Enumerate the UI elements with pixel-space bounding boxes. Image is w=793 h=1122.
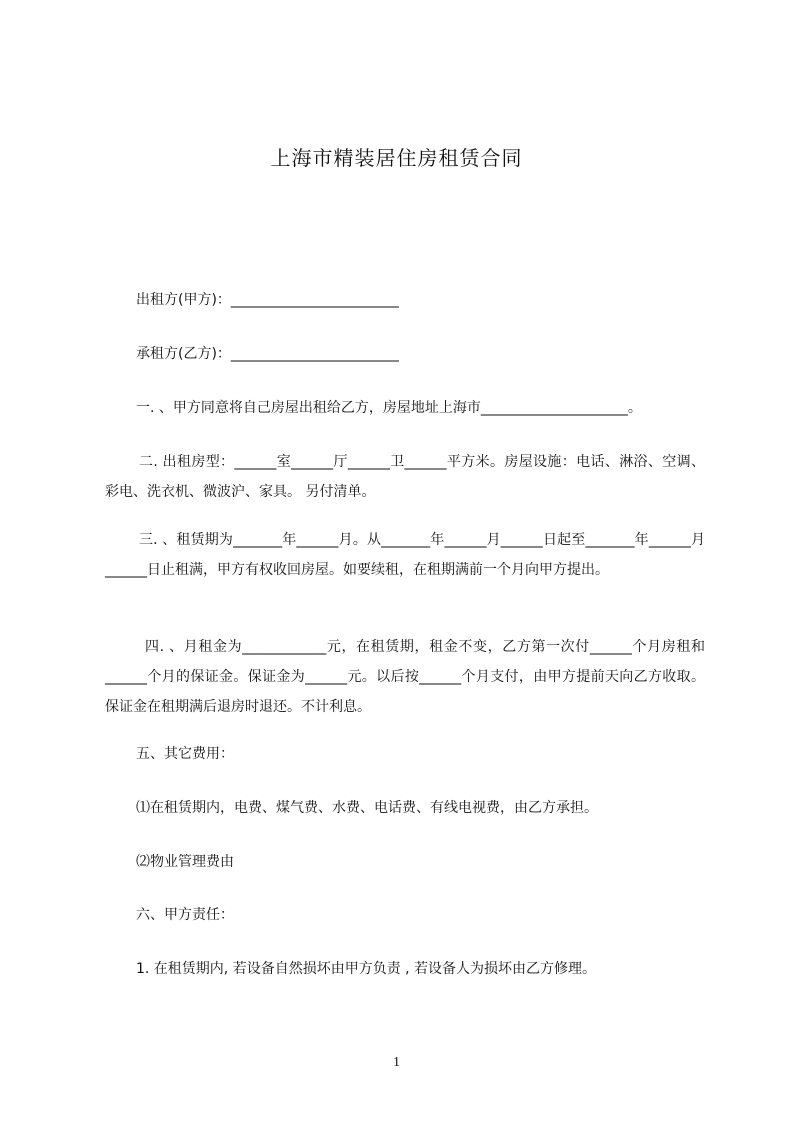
clause-2: 二. 出租房型：______室______厅______卫______平方米。房屋设施：电话、淋浴、空调、彩电、洗衣机、微波沪、家具。 另付清单。 bbox=[105, 454, 705, 500]
page-number: 1 bbox=[393, 1055, 400, 1070]
clause-5-item-1: ⑴在租赁期内，电费、煤气费、水费、电话费、有线电视费，由乙方承担。 bbox=[136, 800, 598, 816]
lessee-line: 承租方(乙方)：________________________ bbox=[136, 346, 399, 362]
clause-1: 一. 、甲方同意将自己房屋出租给乙方，房屋地址上海市_____________________。 bbox=[136, 400, 642, 416]
document-title: 上海市精装居住房租赁合同 bbox=[270, 146, 523, 170]
clause-6-heading: 六、甲方责任： bbox=[136, 907, 234, 923]
clause-3: 三. 、租赁期为_______年______月。从_______年______月______日起至_______年______月______日止租满，甲方有权收回房屋。如要续租，在租期满前一个月向甲方提出。 bbox=[105, 532, 705, 578]
clause-5-item-2: ⑵物业管理费由 bbox=[136, 854, 234, 870]
lessor-line: 出租方(甲方)：________________________ bbox=[136, 292, 399, 308]
clause-6-item-1: 1. 在租赁期内, 若设备自然损坏由甲方负责 , 若设备人为损坏由乙方修理。 bbox=[136, 961, 597, 977]
clause-5-heading: 五、其它费用： bbox=[136, 746, 234, 762]
clause-4: 四. 、月租金为____________元，在租赁期，租金不变，乙方第一次付______个月房租和______个月的保证金。保证金为______元。以后按______个月支付，由甲方提前天向乙方收取。保证金在租期满后退房时退还。不计利息。 bbox=[105, 639, 705, 715]
